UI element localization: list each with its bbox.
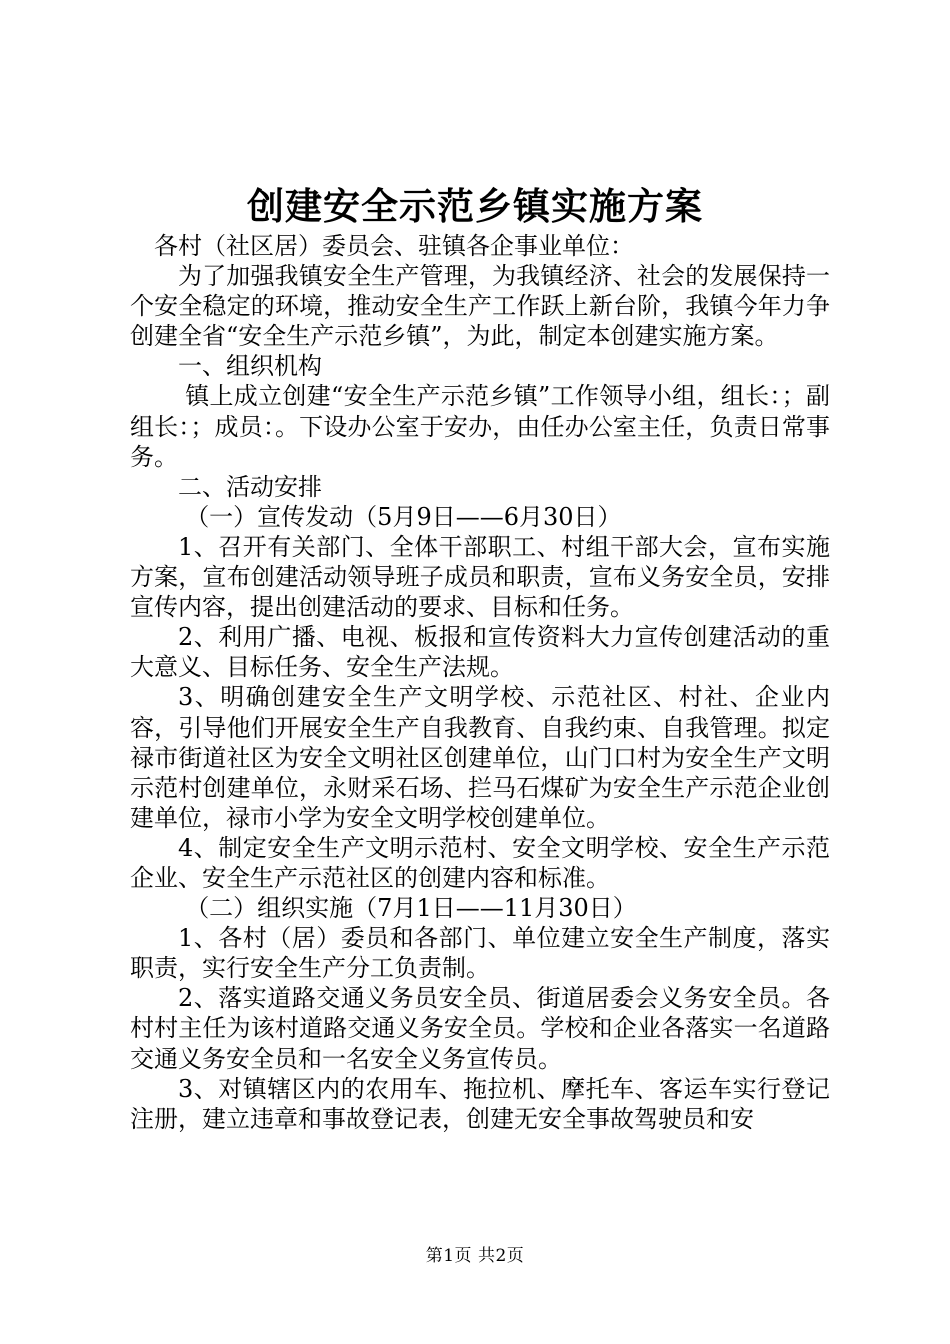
publicity-item-4: 4、制定安全生产文明示范村、安全文明学校、安全生产示范企业、安全生产示范社区的创建内容和标准。 <box>130 833 830 892</box>
subsection-heading-implementation: （二）组织实施（7月1日——11月30日） <box>185 894 637 923</box>
implementation-item-3: 3、对镇辖区内的农用车、拖拉机、摩托车、客运车实行登记注册，建立违章和事故登记表，创建无安全事故驾驶员和安 <box>130 1074 830 1133</box>
organization-paragraph: 镇上成立创建“安全生产示范乡镇”工作领导小组，组长：；副组长：；成员：。下设办公室于安办，由任办公室主任，负责日常事务。 <box>130 382 830 471</box>
publicity-item-3: 3、明确创建安全生产文明学校、示范社区、村社、企业内容，引导他们开展安全生产自我教育、自我约束、自我管理。拟定禄市街道社区为安全文明社区创建单位，山门口村为安全生产文明示范村创建单位，永财采石场、拦马石煤矿为安全生产示范企业创建单位，禄市小学为安全文明学校创建单位。 <box>130 683 830 832</box>
document-body <box>130 231 830 1134</box>
implementation-item-1: 1、各村（居）委员和各部门、单位建立安全生产制度，落实职责，实行安全生产分工负责制。 <box>130 924 830 983</box>
subsection-heading-publicity: （一）宣传发动（5月9日——6月30日） <box>185 502 622 531</box>
section-heading-organization: 一、组织机构 <box>178 352 322 381</box>
document-title: 创建安全示范乡镇实施方案 <box>247 184 703 228</box>
page-footer: 第1页 共2页 <box>425 1246 525 1266</box>
publicity-item-1: 1、召开有关部门、全体干部职工、村组干部大会，宣布实施方案，宣布创建活动领导班子成员和职责，宣布义务安全员，安排宣传内容，提出创建活动的要求、目标和任务。 <box>130 532 830 622</box>
implementation-item-2: 2、落实道路交通义务员安全员、街道居委会义务安全员。各村村主任为该村道路交通义务安全员。学校和企业各落实一名道路交通义务安全员和一名安全义务宣传员。 <box>130 984 830 1073</box>
section-heading-activities: 二、活动安排 <box>178 472 322 501</box>
publicity-item-2: 2、利用广播、电视、板报和宣传资料大力宣传创建活动的重大意义、目标任务、安全生产法规。 <box>130 623 830 682</box>
intro-paragraph: 为了加强我镇安全生产管理，为我镇经济、社会的发展保持一个安全稳定的环境，推动安全生产工作跃上新台阶，我镇今年力争创建全省“安全生产示范乡镇”，为此，制定本创建实施方案。 <box>130 262 830 351</box>
greeting-paragraph: 各村（社区居）委员会、驻镇各企事业单位： <box>154 232 634 260</box>
